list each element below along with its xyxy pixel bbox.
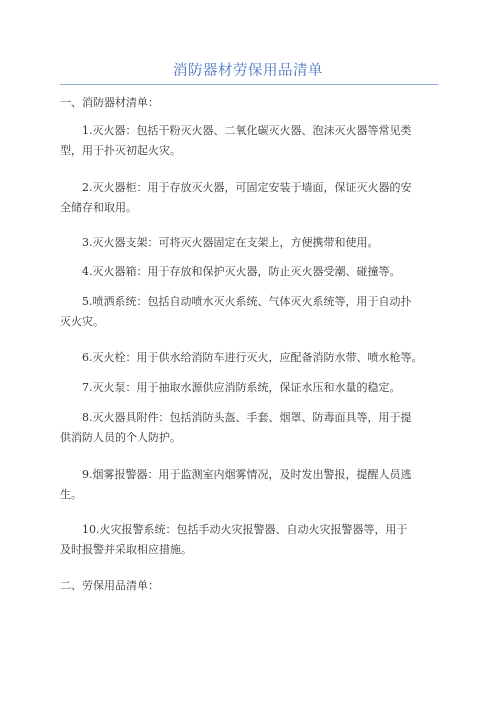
list-item-fire-hydrant <box>60 348 440 368</box>
list-item-line: 10.火灾报警系统：包括手动火灾报警器、自动火灾报警器等，用于 <box>82 523 408 536</box>
list-item-line: 8.灭火器具附件：包括消防头盔、手套、烟罩、防毒面具等，用于提 <box>82 411 412 424</box>
list-item-equipment-accessories <box>60 408 440 448</box>
list-item-line: 2.灭火器柜：用于存放灭火器，可固定安装于墙面，保证灭火器的安 <box>82 181 412 194</box>
list-item-fire-pump <box>60 378 440 398</box>
list-item-line: 5.喷洒系统：包括自动喷水灭火系统、气体灭火系统等，用于自动扑 <box>82 295 412 308</box>
list-item-line: 1.灭火器：包括干粉灭火器、二氧化碳灭火器、泡沫灭火器等常见类 <box>82 124 412 137</box>
list-item-line: 生。 <box>60 488 82 501</box>
list-item-extinguisher-stand <box>60 233 440 253</box>
list-item-line: 及时报警并采取相应措施。 <box>60 543 192 556</box>
list-item-line: 6.灭火栓：用于供水给消防车进行灭火，应配备消防水带、喷水枪等。 <box>82 351 423 364</box>
list-item-line: 供消防人员的个人防护。 <box>60 431 181 444</box>
list-item-line: 7.灭火泵：用于抽取水源供应消防系统，保证水压和水量的稳定。 <box>82 381 401 394</box>
section-heading-protective-equipment: 二、劳保用品清单： <box>60 579 159 592</box>
list-item-line: 3.灭火器支架：可将灭火器固定在支架上，方便携带和使用。 <box>82 236 379 249</box>
list-item-smoke-alarm <box>60 465 440 505</box>
list-item-line: 灭火灾。 <box>60 315 104 328</box>
list-item-line: 型，用于扑灭初起火灾。 <box>60 144 181 157</box>
list-item-sprinkler-system <box>60 292 440 332</box>
list-item-fire-alarm-system <box>60 520 440 560</box>
document-title: 消防器材劳保用品清单 <box>173 63 323 79</box>
list-item-line: 9.烟雾报警器：用于监测室内烟雾情况，及时发出警报，提醒人员逃 <box>82 468 412 481</box>
list-item-fire-extinguisher <box>60 121 440 161</box>
list-item-line: 全储存和取用。 <box>60 201 137 214</box>
section-heading-fire-equipment: 一、消防器材清单： <box>60 96 159 109</box>
list-item-line: 4.灭火器箱：用于存放和保护灭火器，防止灭火器受潮、碰撞等。 <box>82 265 401 278</box>
title-underline <box>60 84 438 85</box>
list-item-extinguisher-box <box>60 262 440 282</box>
list-item-extinguisher-cabinet <box>60 178 440 218</box>
